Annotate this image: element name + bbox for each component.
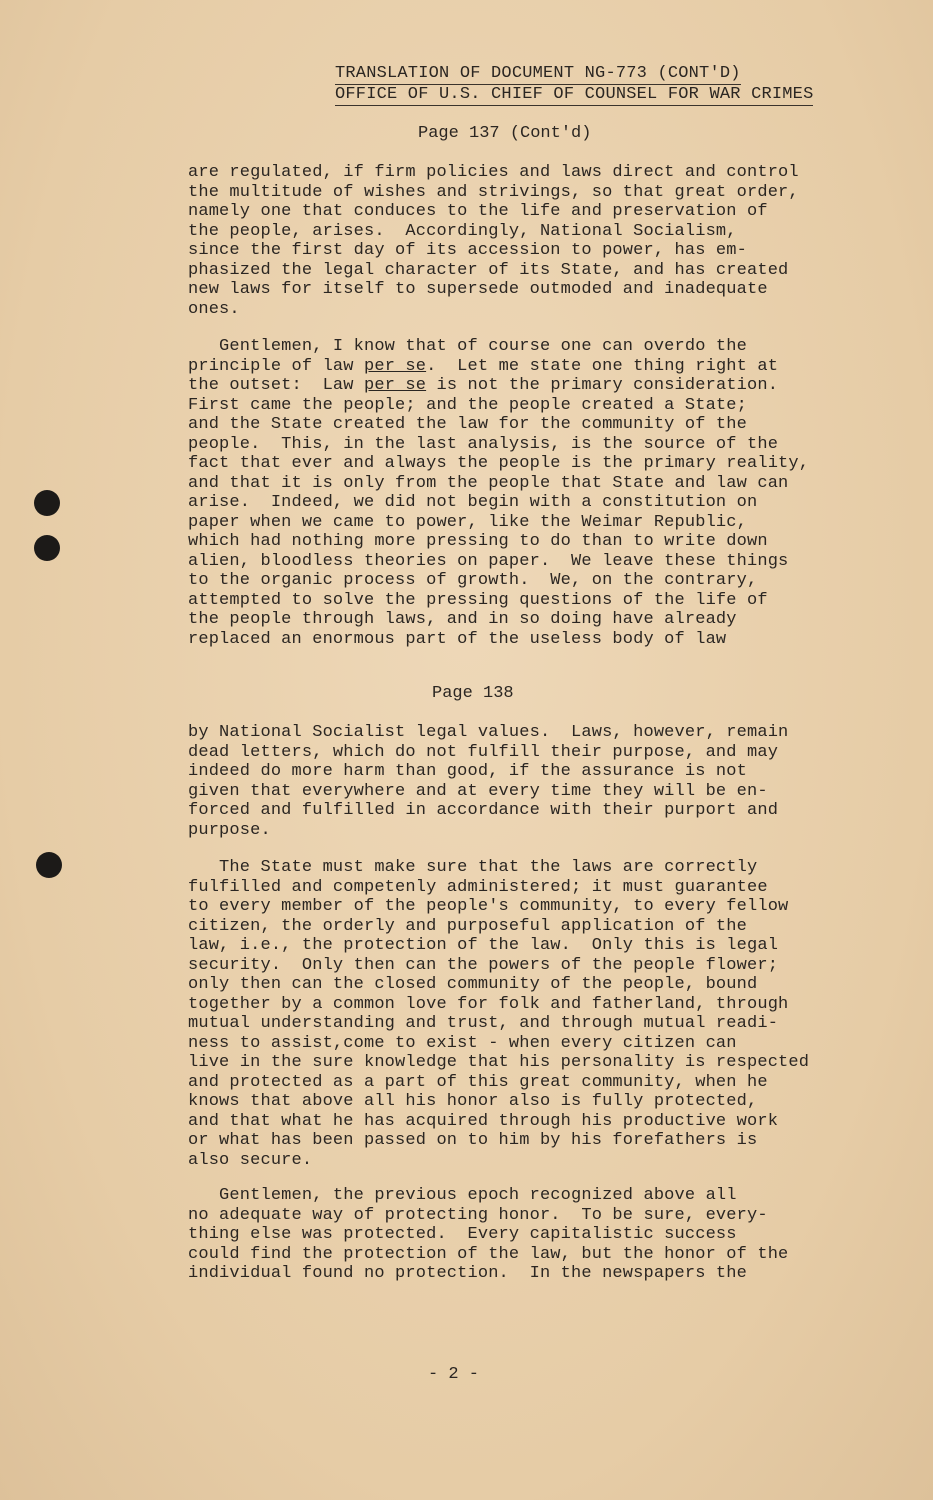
paragraph-2 (188, 337, 888, 649)
text-line: and protected as a part of this great community, when he (188, 1072, 768, 1092)
page-number: - 2 - (428, 1365, 480, 1384)
text-line: phasized the legal character of its State, and has created (188, 260, 789, 280)
text-line: given that everywhere and at every time they will be en- (188, 781, 768, 801)
text-line: and that it is only from the people that State and law can (188, 473, 789, 493)
text-line: citizen, the orderly and purposeful application of the (188, 916, 747, 936)
text-line: dead letters, which do not fulfill their purpose, and may (188, 742, 779, 762)
underlined-term: per se (363, 356, 427, 376)
text-line: ness to assist,come to exist - when every citizen can (188, 1033, 737, 1053)
text-line: security. Only then can the powers of the people flower; (188, 955, 779, 975)
text-segment: . Let me state one thing right at (426, 356, 779, 376)
text-line: together by a common love for folk and fatherland, through (188, 994, 789, 1014)
text-line: to every member of the people's community, to every fellow (188, 897, 789, 916)
text-line: individual found no protection. In the newspapers the (188, 1264, 747, 1283)
text-line: only then can the closed community of the people, bound (188, 975, 758, 994)
text-line: forced and fulfilled in accordance with their purport and (188, 801, 779, 820)
text-segment: the outset: Law (188, 376, 364, 395)
text-line: fulfilled and competenly administered; it must guarantee (188, 877, 768, 897)
text-line: replaced an enormous part of the useless body of law (188, 629, 727, 649)
text-line: by National Socialist legal values. Laws, however, remain (188, 723, 789, 742)
text-line: the multitude of wishes and strivings, so that great order, (188, 182, 799, 202)
text-line: First came the people; and the people created a State; (188, 395, 747, 415)
punch-hole-2 (34, 535, 60, 561)
paragraph-3 (188, 723, 888, 840)
text-line: law, i.e., the protection of the law. Only this is legal (188, 936, 779, 955)
text-line: also secure. (188, 1150, 313, 1170)
page-137-heading: Page 137 (Cont'd) (418, 124, 592, 143)
text-line: are regulated, if firm policies and laws direct and control (188, 163, 799, 182)
text-line: since the first day of its accession to power, has em- (188, 241, 747, 260)
document-header (335, 64, 875, 106)
text-line: to the organic process of growth. We, on the contrary, (188, 571, 758, 590)
text-line: no adequate way of protecting honor. To be sure, every- (188, 1205, 768, 1225)
text-line: which had nothing more pressing to do than to write down (188, 532, 768, 551)
text-line (188, 357, 888, 377)
paragraph-1 (188, 163, 888, 319)
text-line: attempted to solve the pressing questions of the life of (188, 590, 768, 610)
punch-hole-1 (34, 490, 60, 516)
text-line: knows that above all his honor also is fully protected, (188, 1092, 758, 1111)
text-line: arise. Indeed, we did not begin with a constitution on (188, 493, 758, 512)
text-line: namely one that conduces to the life and preservation of (188, 202, 768, 221)
text-line: and the State created the law for the community of the (188, 415, 747, 434)
text-line: The State must make sure that the laws are correctly (188, 858, 758, 877)
text-line: or what has been passed on to him by his forefathers is (188, 1131, 758, 1150)
text-line: live in the sure knowledge that his personality is respected (188, 1053, 810, 1072)
text-line: Gentlemen, I know that of course one can overdo the (188, 337, 747, 356)
text-line (188, 376, 888, 396)
text-line: the people through laws, and in so doing have already (188, 610, 737, 629)
text-line: new laws for itself to supersede outmoded and inadequate (188, 280, 768, 299)
text-line: fact that ever and always the people is the primary reality, (188, 454, 810, 473)
text-line: and that what he has acquired through his productive work (188, 1111, 779, 1131)
text-line: mutual understanding and trust, and through mutual readi- (188, 1014, 779, 1033)
header-line-2: OFFICE OF U.S. CHIEF OF COUNSEL FOR WAR CRIMES (335, 85, 814, 104)
paragraph-5 (188, 1186, 888, 1284)
text-line: Gentlemen, the previous epoch recognized above all (188, 1186, 737, 1205)
text-line: the people, arises. Accordingly, National Socialism, (188, 221, 737, 241)
text-line: people. This, in the last analysis, is the source of the (188, 434, 779, 454)
text-line: could find the protection of the law, but the honor of the (188, 1244, 789, 1264)
text-line: alien, bloodless theories on paper. We leave these things (188, 551, 789, 571)
paragraph-4 (188, 858, 888, 1170)
header-line-1: TRANSLATION OF DOCUMENT NG-773 (CONT'D) (335, 64, 741, 83)
page-138-heading: Page 138 (432, 684, 514, 703)
underlined-term: per se (363, 376, 427, 395)
text-segment: principle of law (188, 356, 364, 376)
text-line: paper when we came to power, like the Weimar Republic, (188, 512, 747, 532)
text-line: indeed do more harm than good, if the assurance is not (188, 762, 747, 781)
text-line: thing else was protected. Every capitalistic success (188, 1225, 737, 1244)
text-line: purpose. (188, 820, 271, 840)
punch-hole-3 (36, 852, 62, 878)
text-segment: is not the primary consideration. (426, 376, 779, 395)
text-line: ones. (188, 299, 240, 319)
